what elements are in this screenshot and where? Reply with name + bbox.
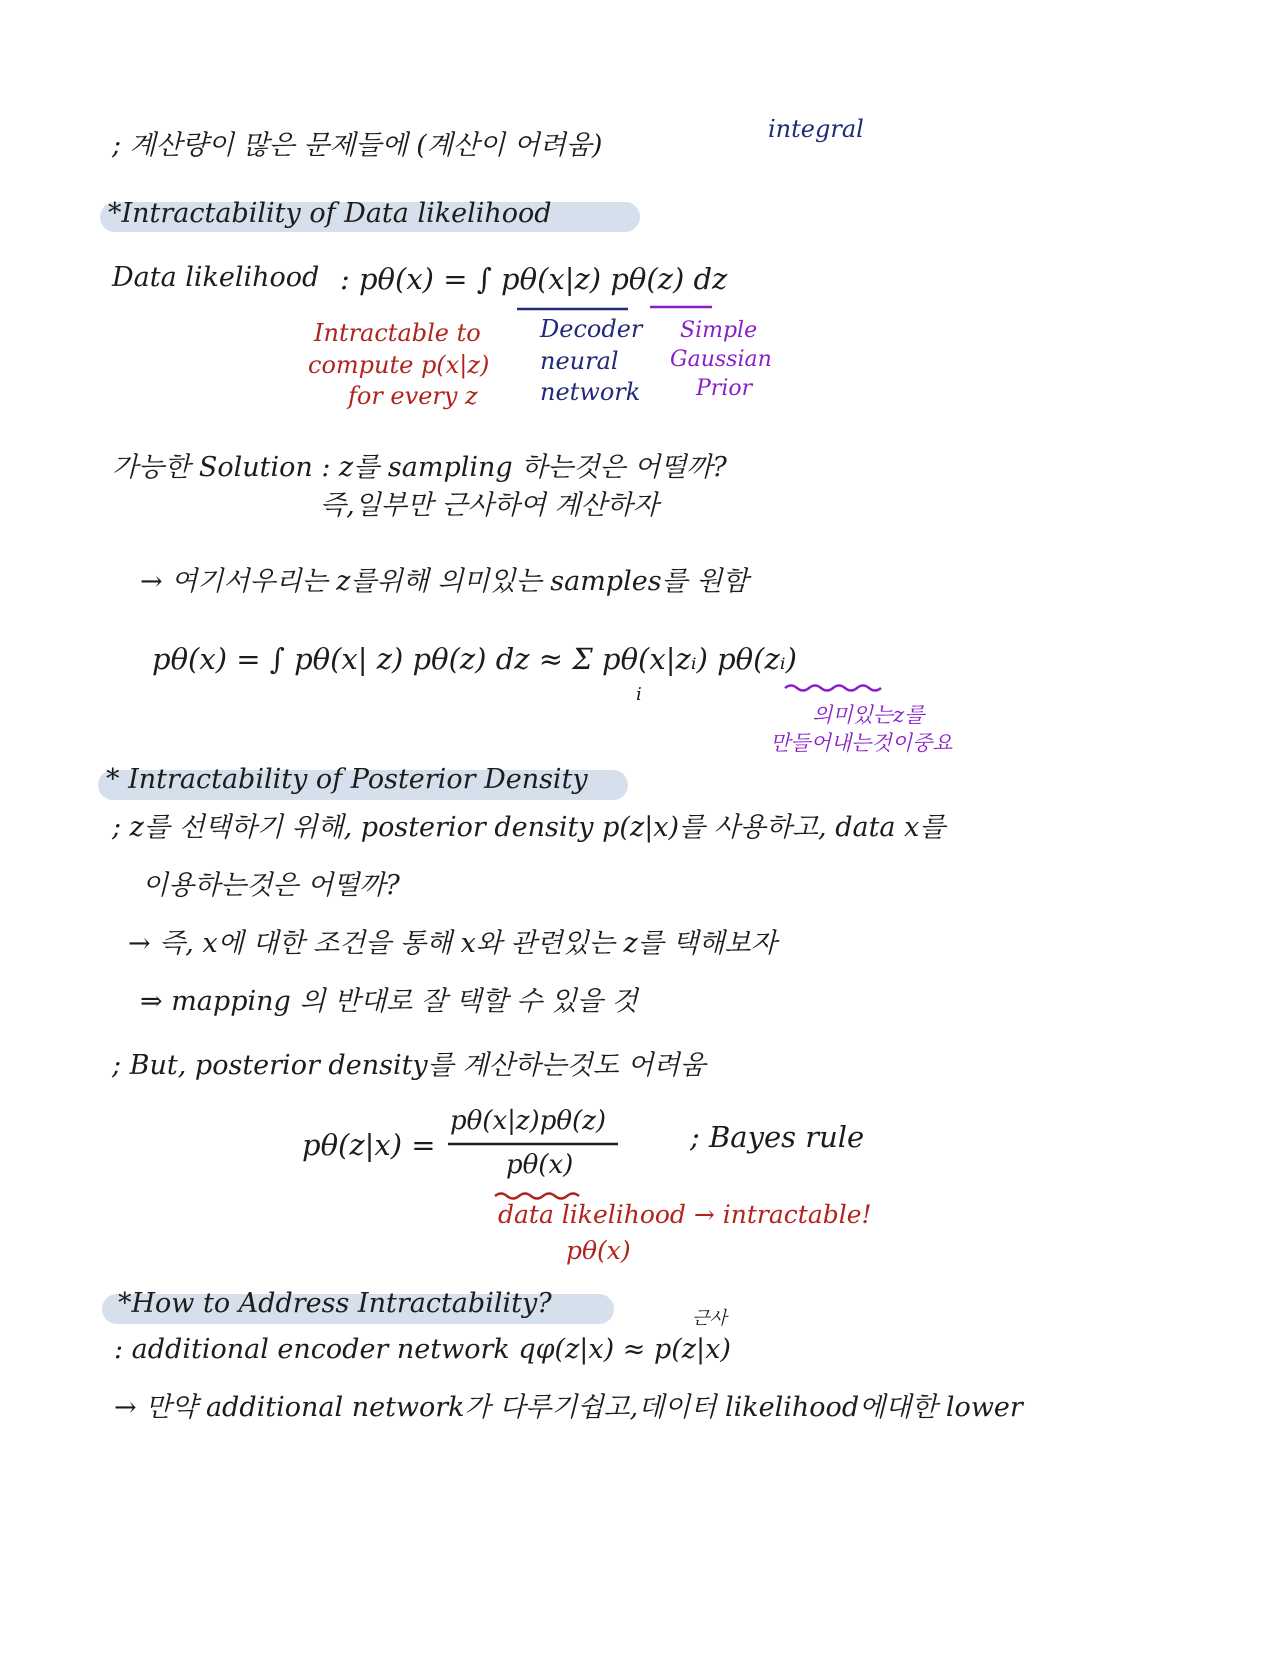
annot-purple-line: 의미있는z를: [812, 703, 925, 727]
bayes-formula-denominator: pθ(x): [506, 1150, 574, 1180]
approx-label: 근사: [692, 1308, 727, 1329]
annot-navy-line: Decoder: [540, 315, 643, 343]
data-likelihood-formula: : pθ(x) = ∫ pθ(x|z) pθ(z) dz: [340, 262, 728, 296]
encoder-line: : additional encoder network qφ(z|x) ≈ p(z|x): [114, 1334, 731, 1365]
bayes-formula-lhs: pθ(z|x) =: [302, 1128, 436, 1162]
integral-label: integral: [768, 115, 864, 143]
annot-purple-line: Simple: [680, 318, 758, 343]
samples-line: → 여기서우리는 z를위해 의미있는 samples를 원함: [140, 566, 749, 597]
section3-heading: *How to Address Intractability?: [118, 1288, 552, 1319]
section2-heading: * Intractability of Posterior Density: [106, 764, 588, 795]
sum-formula: pθ(x) = ∫ pθ(x| z) pθ(z) dz ≈ Σ pθ(x|zᵢ) pθ(zᵢ): [152, 642, 797, 676]
sum-index: i: [636, 684, 642, 705]
annot-red-line: for every z: [348, 382, 478, 411]
data-likelihood-label: Data likelihood: [112, 262, 320, 293]
bayes-formula-numerator: pθ(x|z)pθ(z): [450, 1106, 606, 1136]
solution-line2: 즉,일부만 근사하여 계산하자: [320, 490, 659, 521]
bayes-rule-label: ; Bayes rule: [690, 1120, 865, 1154]
posterior-line2: 이용하는것은 어떨까?: [142, 870, 400, 901]
lower-bound-line: → 만약 additional network가 다루기쉽고,데이터 likelihood에대한 lower: [114, 1392, 1023, 1423]
annot-purple-line: 만들어내는것이중요: [770, 730, 953, 755]
annot-navy-line: neural: [540, 346, 619, 375]
annot-red-line: compute p(x|z): [308, 350, 490, 379]
solution-line1: 가능한 Solution : z를 sampling 하는것은 어떨까?: [112, 452, 727, 483]
posterior-line1: ; z를 선택하기 위해, posterior density p(z|x)를 사용하고, data x를: [112, 812, 946, 843]
annot-purple-line: Prior: [696, 376, 753, 402]
annot-red-line: Intractable to: [314, 319, 481, 347]
annot-meaningful-z: [770, 702, 953, 757]
annot-purple-line: Gaussian: [670, 347, 772, 373]
posterior-line3: → 즉, x에 대한 조건을 통해 x와 관련있는 z를 택해보자: [128, 928, 777, 959]
annot-data-likelihood: data likelihood → intractable!: [498, 1200, 872, 1229]
posterior-line5: ; But, posterior density를 계산하는것도 어려움: [112, 1050, 706, 1081]
intro-line: ; 계산량이 많은 문제들에 (계산이 어려움): [112, 130, 603, 161]
annot-intractable: [308, 318, 489, 413]
annot-prior: [670, 316, 772, 403]
annot-p-theta-x: pθ(x): [566, 1236, 631, 1265]
annot-decoder: [540, 314, 642, 409]
posterior-line4: ⇒ mapping 의 반대로 잘 택할 수 있을 것: [140, 986, 638, 1017]
annot-navy-line: network: [540, 378, 641, 407]
section1-heading: *Intractability of Data likelihood: [108, 198, 552, 229]
